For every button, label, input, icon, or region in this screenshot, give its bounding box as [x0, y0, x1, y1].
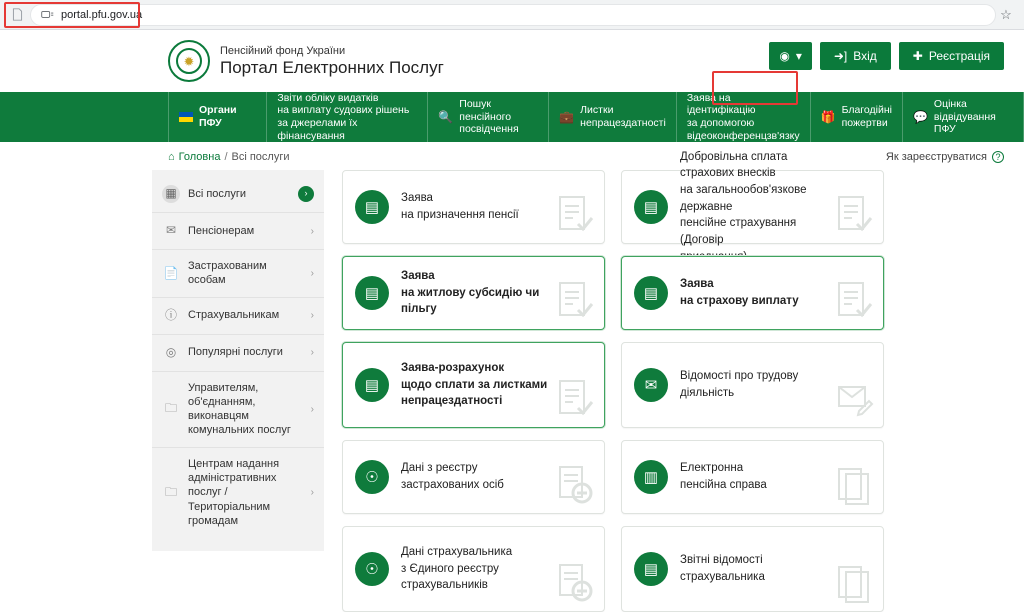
brand-title: Портал Електронних Послуг — [220, 57, 444, 77]
nav-label-line2: за допомогою — [686, 117, 755, 129]
address-bar-text: portal.pfu.gov.ua — [61, 8, 143, 21]
mail-edit-icon: ✉ — [634, 368, 668, 402]
nav-label-line1: Пошук пенсійного — [459, 98, 512, 123]
pages-icon — [837, 563, 873, 603]
eye-icon: ◉ — [779, 49, 790, 63]
gift-icon: 🎁 — [820, 109, 836, 124]
register-label: Реєстрація — [928, 49, 990, 63]
service-card-dani-strahuvalnyka[interactable] — [342, 526, 605, 612]
card-line1: Заява-розрахунок — [401, 361, 505, 374]
card-line1: Електронна — [680, 462, 744, 475]
service-card-strahova-vyplata[interactable] — [621, 256, 884, 330]
chevron-right-icon: › — [310, 403, 314, 415]
sidebar-item-pensioneram[interactable] — [152, 213, 324, 250]
card-line2: щодо сплати за листками — [401, 378, 548, 391]
denied-icon — [558, 465, 594, 505]
service-card-elektronna-pensiyna-sprava[interactable] — [621, 440, 884, 514]
chevron-right-icon: › — [310, 225, 314, 237]
card-line1: Дані з реєстру — [401, 462, 478, 475]
accessibility-button[interactable] — [769, 42, 812, 70]
star-circle-icon: ◎ — [165, 344, 177, 359]
sidebar-item-label: Застрахованим особам — [188, 260, 267, 287]
chevron-down-icon: ▾ — [795, 49, 802, 63]
nav-item-blagodiyni-pozhertvy[interactable] — [811, 92, 903, 142]
briefcase-icon: 💼 — [559, 109, 575, 124]
breadcrumb-separator: / — [224, 151, 228, 163]
card-line3: непрацездатності — [401, 395, 503, 408]
document-icon: 📄 — [163, 265, 179, 280]
flag-icon — [179, 112, 193, 122]
breadcrumb-home[interactable]: Головна — [178, 151, 221, 163]
nav-label-line2: непрацездатності — [580, 117, 666, 129]
sidebar-item-zastrahovanym-osobam[interactable] — [152, 250, 324, 298]
form-icon: ▤ — [634, 276, 668, 310]
sidebar-item-populyarni-poslugy[interactable] — [152, 335, 324, 372]
nav-label-line1: Благодійні — [841, 104, 892, 117]
envelope-icon: ✉ — [165, 223, 177, 238]
folder-icon: 🗀 — [164, 401, 177, 416]
sidebar-item-label: Всі послуги — [188, 187, 246, 200]
chevron-right-icon: › — [298, 186, 314, 202]
card-line1: Заява — [401, 192, 433, 205]
chevron-right-icon: › — [310, 267, 314, 279]
nav-label-line1: Заява на ідентифікацію — [686, 91, 756, 117]
chevron-right-icon: › — [310, 310, 314, 322]
card-line1: Звітні відомості — [680, 554, 763, 567]
question-icon: ? — [992, 151, 1004, 163]
chevron-right-icon: › — [310, 487, 314, 499]
sidebar-item-upravytelyam[interactable] — [152, 372, 324, 448]
nav-label: Органи ПФУ — [199, 104, 237, 129]
form-icon: ▤ — [355, 190, 389, 224]
document-check-icon — [558, 281, 594, 321]
report-icon: ▤ — [634, 552, 668, 586]
browser-toolbar — [0, 0, 1024, 30]
card-line3: страхувальників — [401, 579, 488, 592]
nav-item-lystky[interactable] — [549, 92, 677, 142]
service-card-zvitni-vidomosti[interactable] — [621, 526, 884, 612]
register-button[interactable] — [899, 42, 1004, 70]
card-line2: застрахованих осіб — [401, 479, 504, 491]
service-card-dobrovilna-splata[interactable] — [621, 150, 884, 247]
how-to-register-label: Як зареєструватися — [885, 151, 987, 163]
site-logo[interactable] — [168, 40, 444, 82]
service-card-zayava-rozrahunok[interactable] — [342, 342, 605, 428]
person-search-icon: ☉ — [355, 552, 389, 586]
sidebar-item-label: Популярні послуги — [188, 346, 283, 359]
nav-label-line2: відвідування ПФУ — [933, 110, 996, 136]
nav-label-line1: Оцінка — [933, 98, 967, 111]
card-line2: на житлову субсидію чи пільгу — [401, 286, 540, 316]
nav-label-line3: відеоконференцзв'язку — [686, 129, 800, 142]
header-actions — [769, 42, 1004, 70]
card-line3: пенсійне страхування (Договір — [680, 217, 797, 247]
card-line1: Добровільна сплата страхових внесків — [680, 150, 788, 180]
card-line2: на страхову виплату — [680, 295, 799, 307]
nav-label-line1: Листки — [580, 104, 614, 117]
brand-subtitle: Пенсійний фонд України — [220, 44, 346, 57]
document-check-icon — [558, 195, 594, 235]
form-icon: ▤ — [634, 190, 668, 224]
nav-item-identyfikatsiya[interactable] — [677, 92, 811, 142]
site-info-icon[interactable] — [41, 9, 54, 20]
service-card-zayava-pensiya[interactable] — [342, 170, 605, 244]
service-card-dani-reyestr-zastrahovanyh[interactable] — [342, 440, 605, 514]
info-icon: ⓘ — [164, 307, 177, 322]
nav-item-zvity[interactable] — [267, 92, 428, 142]
form-icon: ▤ — [355, 368, 389, 402]
nav-label-line1: Звіти обліку видатків — [277, 91, 379, 104]
nav-item-poshuk-posvidchennya[interactable] — [428, 92, 549, 142]
card-line1: Заява — [401, 269, 435, 282]
card-line1: Відомості про трудову діяльність — [680, 370, 799, 399]
sidebar-item-vsi-poslugy[interactable] — [152, 176, 324, 213]
sidebar-item-tsentram-nadannya[interactable] — [152, 448, 324, 537]
home-icon[interactable]: ⌂ — [168, 151, 175, 163]
sidebar — [152, 170, 324, 551]
document-check-icon — [837, 281, 873, 321]
card-line2: пенсійна справа — [680, 479, 767, 491]
form-icon: ▤ — [355, 276, 389, 310]
breadcrumb-current: Всі послуги — [231, 151, 290, 163]
person-search-icon: ☉ — [355, 460, 389, 494]
card-line1: Дані страхувальника — [401, 545, 513, 558]
denied-icon — [558, 563, 594, 603]
sidebar-item-label: Управителям, об'єднанням, виконавцям комунальних послуг — [188, 381, 291, 437]
sidebar-item-label: Страхувальникам — [188, 309, 280, 322]
document-check-icon — [837, 195, 873, 235]
envelope-edit-icon — [837, 379, 873, 419]
card-line2: страхувальника — [680, 571, 765, 583]
breadcrumb — [168, 151, 290, 163]
address-bar[interactable] — [30, 4, 996, 26]
nav-label-line2: пожертви — [841, 117, 888, 129]
how-to-register-link[interactable] — [886, 151, 1004, 163]
card-line2: на загальнообов'язкове державне — [680, 184, 807, 213]
book-icon: ▥ — [634, 460, 668, 494]
search-icon: 🔍 — [438, 109, 454, 124]
nav-item-otsinka[interactable] — [903, 92, 1024, 142]
site-header — [0, 30, 1024, 92]
page-root — [0, 30, 1024, 592]
service-card-zhytlova-subsydiya[interactable] — [342, 256, 605, 330]
bookmark-star-icon[interactable]: ☆ — [1000, 6, 1012, 22]
sidebar-item-label: Центрам надання адміністративних послуг / Територіальним громадам — [188, 457, 280, 527]
folder-icon: 🗀 — [164, 484, 177, 499]
login-label: Вхід — [853, 49, 877, 63]
sidebar-item-label: Пенсіонерам — [188, 224, 255, 237]
chat-icon: 💬 — [912, 109, 928, 124]
nav-item-organy-pfu[interactable] — [168, 92, 267, 142]
card-line1: Заява — [680, 278, 714, 291]
page-icon — [8, 6, 26, 24]
card-line2: з Єдиного реєстру — [401, 562, 499, 575]
nav-label-line2: на виплату судових рішень — [277, 104, 410, 117]
chevron-right-icon: › — [310, 347, 314, 359]
service-card-vidomosti-trudova[interactable] — [621, 342, 884, 428]
sidebar-item-strahuvalnykam[interactable] — [152, 298, 324, 335]
document-check-icon — [558, 379, 594, 419]
nav-label-line2: посвідчення — [459, 123, 519, 136]
user-plus-icon: ✚ — [912, 49, 923, 63]
login-button[interactable] — [820, 42, 891, 70]
login-icon: ➜] — [833, 49, 848, 63]
grid-icon: ▦ — [162, 185, 180, 203]
card-line2: на призначення пенсії — [401, 209, 519, 221]
main-navigation — [0, 92, 1024, 142]
nav-label-line3: за джерелами їх фінансування — [277, 117, 358, 142]
pages-icon — [837, 465, 873, 505]
pfu-emblem-icon: ✹ — [168, 40, 210, 82]
services-grid — [342, 150, 884, 612]
